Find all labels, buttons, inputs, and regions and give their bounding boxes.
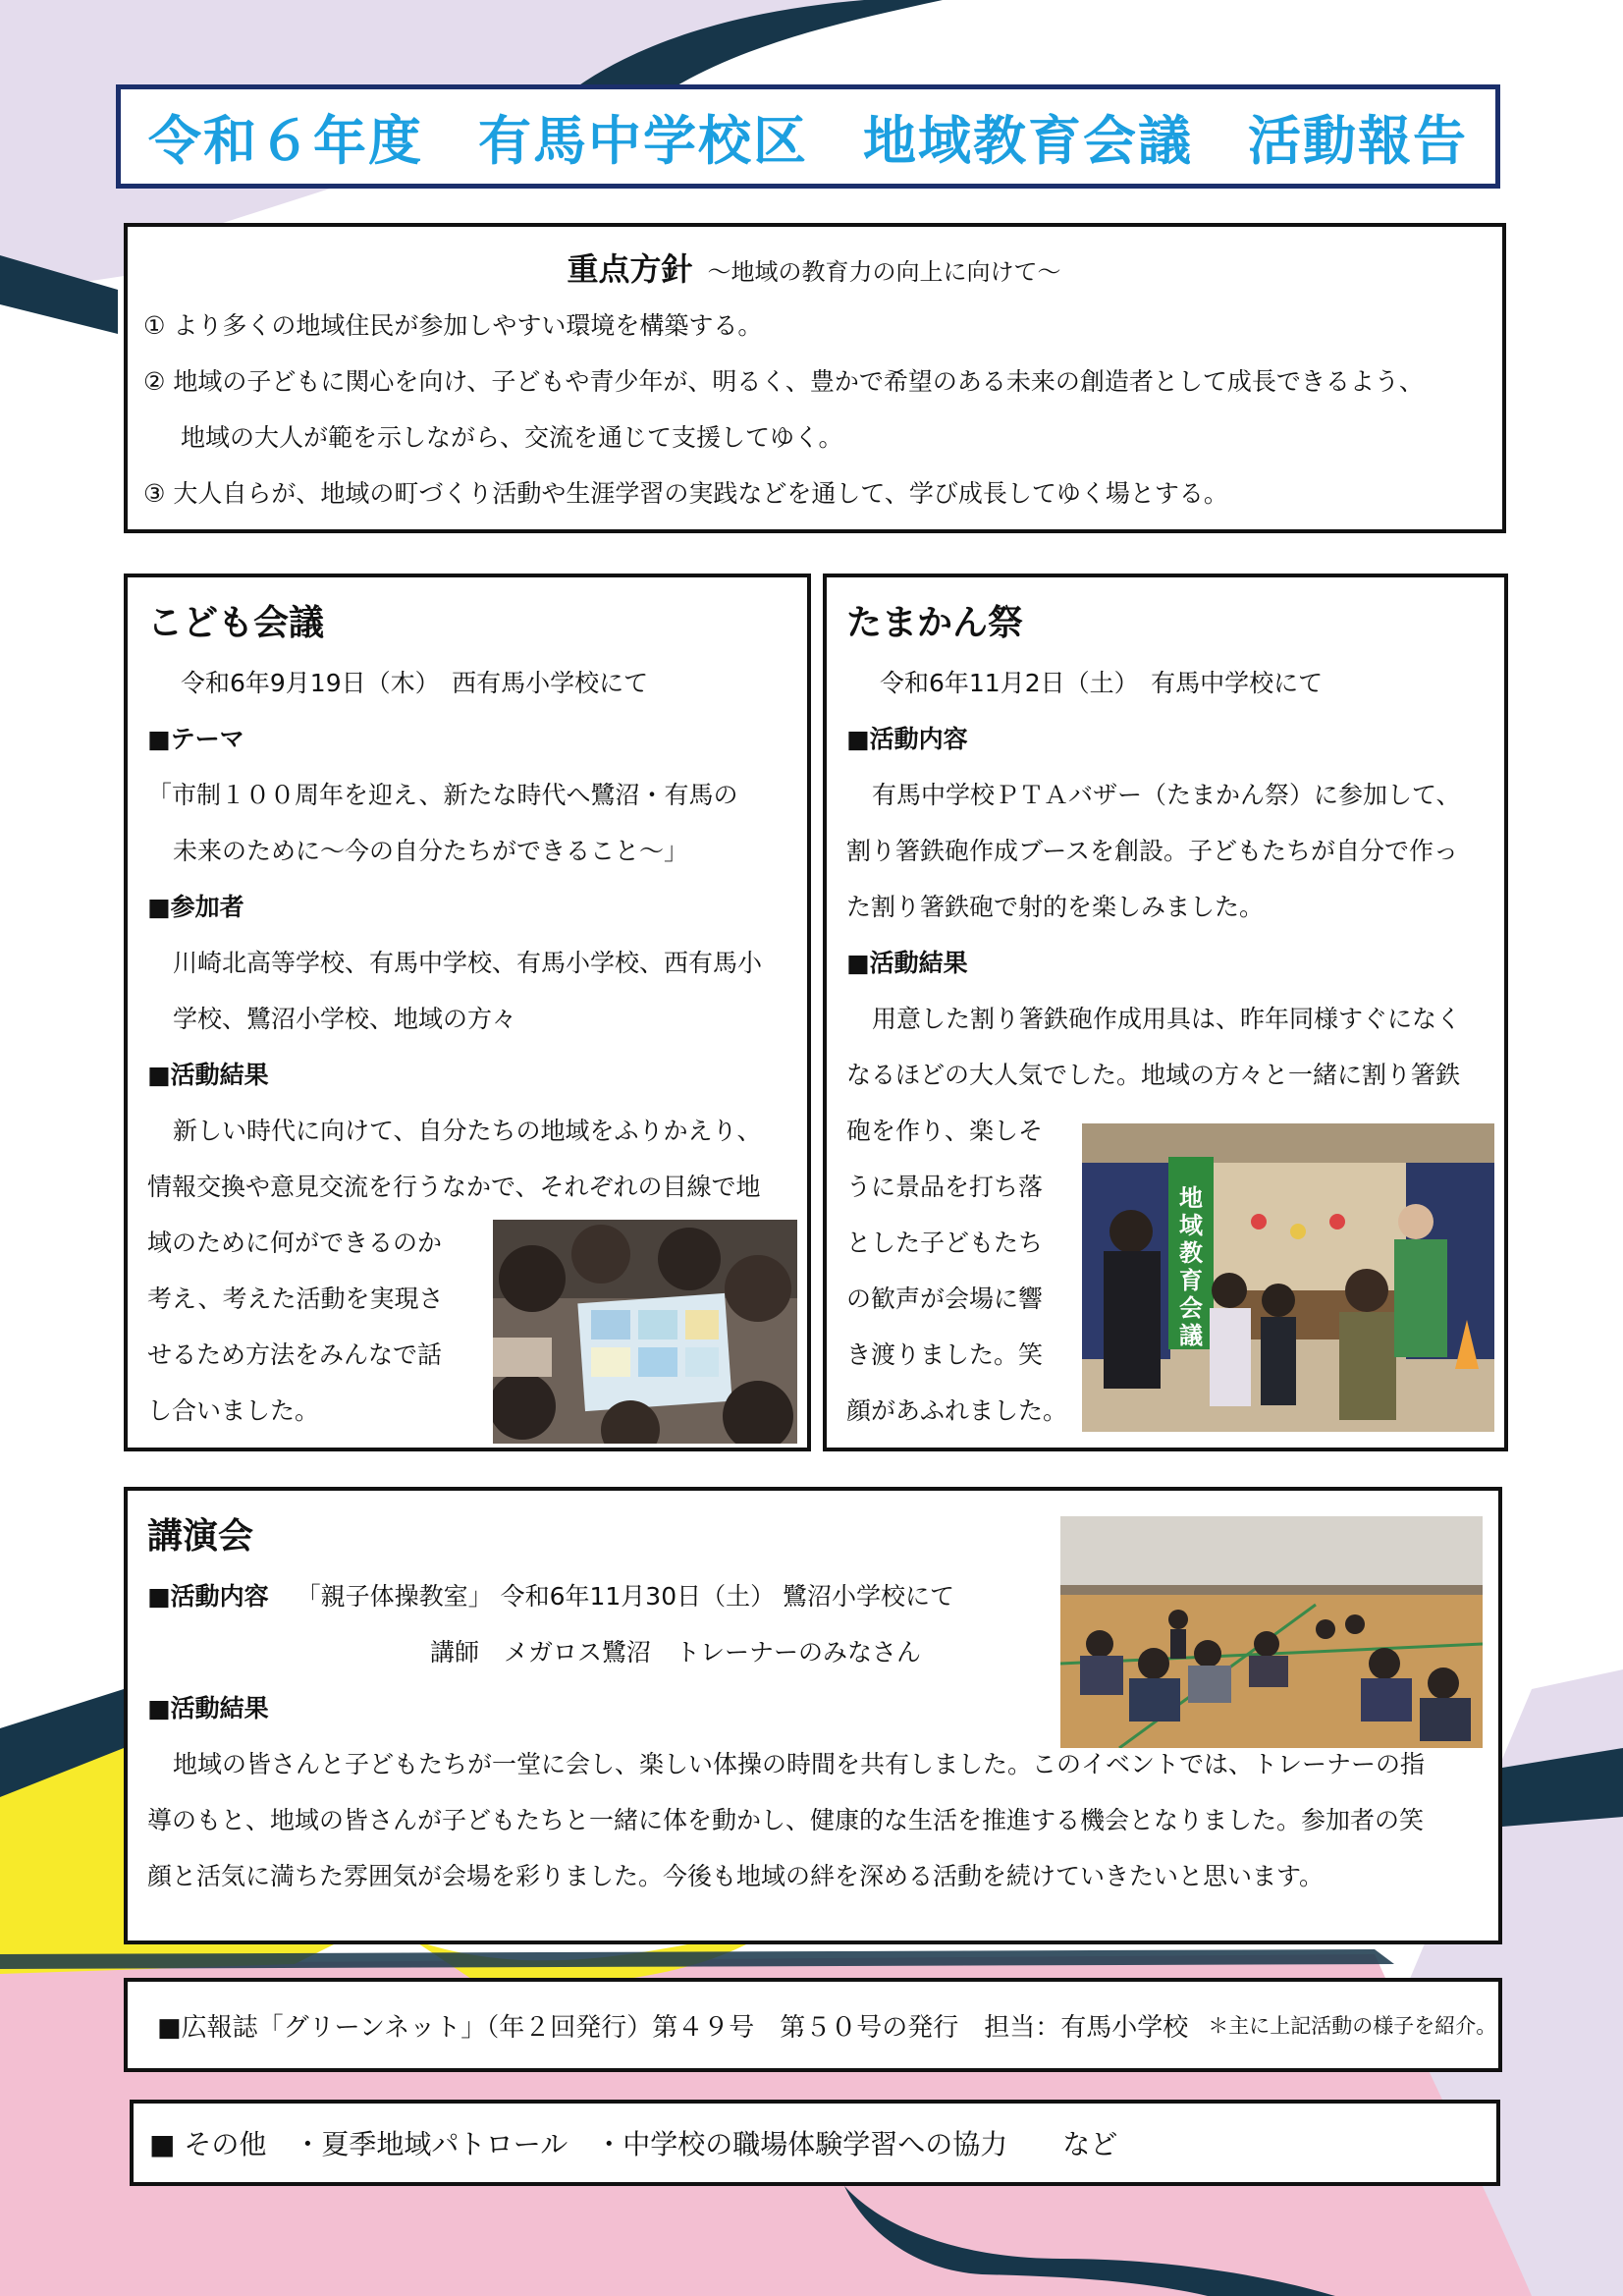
kodomo-result-line: し合いました。 — [147, 1396, 320, 1425]
kodomo-title: こども会議 — [147, 603, 325, 643]
policy-item-2-line-1: ② 地域の子どもに関心を向け、子どもや青少年が、明るく、豊かで希望のある未来の創造者として成長できるよう、 — [143, 367, 1424, 396]
kodomo-theme-line-2: 未来のために～今の自分たちができること～」 — [173, 837, 689, 865]
tamakan-content-label: ■活動内容 — [846, 725, 968, 753]
kodomo-participants-label: ■参加者 — [147, 893, 244, 921]
koho-note: ＊主に上記活動の様子を紹介。 — [1208, 2014, 1497, 2038]
kouen-title: 講演会 — [147, 1516, 254, 1557]
tamakan-result-line: き渡りました。笑 — [846, 1340, 1044, 1369]
kodomo-participants-line-1: 川崎北高等学校、有馬中学校、有馬小学校、西有馬小 — [173, 949, 763, 977]
kodomo-result-line: せるため方法をみんなで話 — [147, 1340, 443, 1369]
tamakan-result-line: の歓声が会場に響 — [846, 1285, 1044, 1313]
kouen-lecturer: 講師 メガロス鷺沼 トレーナーのみなさん — [430, 1638, 922, 1667]
tamakan-result-line: 砲を作り、楽しそ — [846, 1117, 1044, 1145]
policy-box — [124, 223, 1506, 533]
banner-char: 地 — [1179, 1184, 1203, 1212]
kodomo-date: 令和6年9月19日（木） 西有馬小学校にて — [181, 669, 649, 697]
kodomo-result-label: ■活動結果 — [147, 1061, 269, 1089]
tamakan-date: 令和6年11月2日（土） 有馬中学校にて — [880, 669, 1324, 697]
tamakan-result-line: 用意した割り箸鉄砲作成用具は、昨年同様すぐになく — [872, 1005, 1462, 1033]
koho-box — [124, 1978, 1502, 2072]
tamakan-content-line: 割り箸鉄砲作成ブースを創設。子どもたちが自分で作っ — [846, 837, 1459, 865]
koho-text: ■広報誌「グリーンネット」（年２回発行）第４９号 第５０号の発行 担当：有馬小学校 — [157, 2012, 1189, 2043]
kodomo-photo — [493, 1220, 797, 1444]
kouen-content-label: ■活動内容 — [147, 1582, 269, 1611]
tamakan-result-line: 顔があふれました。 — [846, 1396, 1068, 1425]
policy-heading: 重点方針 — [567, 250, 693, 288]
tamakan-title: たまかん祭 — [846, 603, 1024, 643]
kouen-result-line: 顔と活気に満ちた雰囲気が会場を彩りました。今後も地域の絆を深める活動を続けていきたいと思います。 — [147, 1862, 1325, 1890]
sonota-text: ■ その他 ・夏季地域パトロール ・中学校の職場体験学習への協力 など — [149, 2128, 1118, 2160]
title-box — [116, 84, 1500, 189]
kodomo-participants-line-2: 学校、鷺沼小学校、地域の方々 — [173, 1005, 517, 1033]
kouen-result-label: ■活動結果 — [147, 1694, 269, 1722]
tamakan-content-line: た割り箸鉄砲で射的を楽しみました。 — [846, 893, 1265, 921]
kouen-photo — [1060, 1516, 1483, 1748]
tamakan-content-line: 有馬中学校ＰＴＡバザー（たまかん祭）に参加して、 — [872, 781, 1461, 809]
policy-subheading: ～地域の教育力の向上に向けて～ — [707, 258, 1061, 286]
policy-item-3: ③ 大人自らが、地域の町づくり活動や生涯学習の実践などを通して、学び成長してゆく場とする。 — [143, 479, 1228, 508]
tamakan-result-line: とした子どもたち — [846, 1229, 1044, 1257]
kodomo-theme-label: ■テーマ — [147, 725, 244, 753]
policy-heading-row — [143, 245, 1485, 290]
kouen-result-line: 導のもと、地域の皆さんが子どもたちと一緒に体を動かし、健康的な生活を推進する機会となりました。参加者の笑 — [147, 1806, 1425, 1834]
banner-char: 教 — [1179, 1239, 1203, 1267]
banner-char: 議 — [1179, 1322, 1203, 1349]
kodomo-theme-line-1: 「市制１００周年を迎え、新たな時代へ鷺沼・有馬の — [147, 781, 738, 809]
kodomo-result-line: 考え、考えた活動を実現さ — [147, 1285, 444, 1313]
tamakan-result-label: ■活動結果 — [846, 949, 968, 977]
kodomo-result-line: 域のために何ができるのか — [147, 1229, 443, 1257]
kouen-result-line: 地域の皆さんと子どもたちが一堂に会し、楽しい体操の時間を共有しました。このイベントでは、トレーナーの指 — [173, 1750, 1426, 1778]
policy-item-1: ① より多くの地域住民が参加しやすい環境を構築する。 — [143, 311, 763, 340]
banner-char: 会 — [1179, 1294, 1203, 1322]
tamakan-result-line: うに景品を打ち落 — [846, 1173, 1044, 1201]
sonota-box — [130, 2100, 1500, 2186]
tamakan-photo — [1082, 1123, 1494, 1432]
policy-item-2-line-2: 地域の大人が範を示しながら、交流を通じて支援してゆく。 — [181, 423, 843, 452]
tamakan-result-line: なるほどの大人気でした。地域の方々と一緒に割り箸鉄 — [846, 1061, 1461, 1089]
kouen-content-text: 「親子体操教室」 令和6年11月30日（土） 鷺沼小学校にて — [296, 1582, 955, 1611]
kodomo-result-line: 情報交換や意見交流を行うなかで、それぞれの目線で地 — [147, 1173, 761, 1201]
kodomo-result-line: 新しい時代に向けて、自分たちの地域をふりかえり、 — [173, 1117, 762, 1145]
banner-char: 域 — [1179, 1212, 1203, 1239]
banner-char: 育 — [1179, 1267, 1203, 1294]
page-title: 令和６年度 有馬中学校区 地域教育会議 活動報告 — [148, 109, 1468, 172]
